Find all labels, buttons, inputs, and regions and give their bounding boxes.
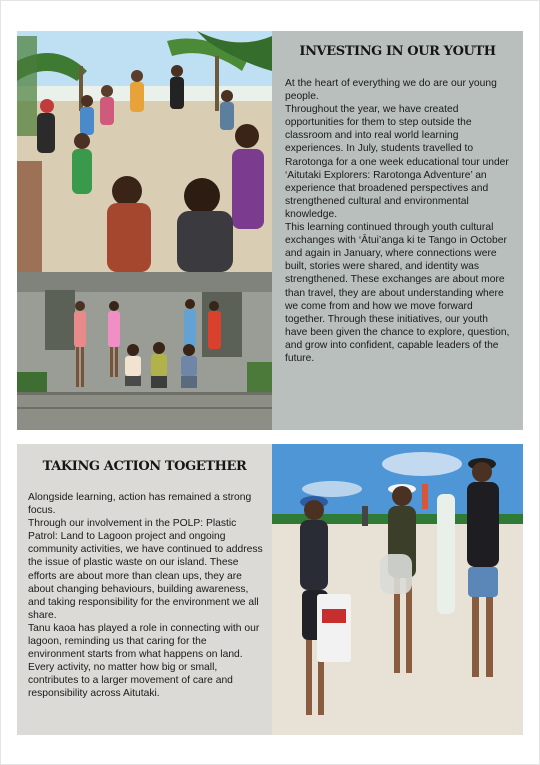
investing-youth-panel — [272, 31, 523, 430]
taking-action-heading: TAKING ACTION TOGETHER — [42, 459, 247, 474]
youth-circle-photo — [17, 31, 272, 272]
investing-youth-body — [285, 77, 513, 365]
taking-action-body — [28, 491, 263, 701]
action-paragraph: Through our involvement in the POLP: Plastic Patrol: Land to Lagoon project and ongoing community activities, we have continued to address the issue of plastic waste on our island. These efforts are about more than clean ups, they are about changing behaviours, building awareness, and taking responsibility for the environment we all share. — [28, 518, 263, 621]
youth-group-wall-photo — [17, 272, 272, 430]
youth-paragraph: Throughout the year, we have created opportunities for them to step outside the classroom and into real world learning experiences. In July, students travelled to Rarotonga for a one week educational tour under ‘Aitutaki Explorers: Rarotonga Adventure’ an experience that broadened perspectives and strengthened cultural and environmental knowledge. — [285, 104, 509, 220]
action-paragraph: Tanu kaoa has played a role in connecting with our lagoon, reminding us that caring for the environment starts from what happens on land. Every activity, no matter how big or small, contributes to a larger movement of care and responsibility across Aitutaki. — [28, 622, 260, 700]
beach-cleanup-photo — [272, 444, 523, 735]
youth-paragraph: This learning continued through youth cultural exchanges with ‘Ātui’anga ki te Tango in October and again in January, where connections were built, stories were shared, and identity was strengthened. These exchanges are about more than travel, they are about understanding where we come from and how we move forward together. Through these initiatives, our youth have been given the chance to explore, question, and grow into confident, capable leaders of the future. — [285, 222, 510, 364]
action-paragraph: Alongside learning, action has remained a strong focus. — [28, 492, 252, 517]
youth-paragraph: At the heart of everything we do are our young people. — [285, 78, 497, 103]
investing-youth-heading: INVESTING IN OUR YOUTH — [299, 44, 496, 59]
taking-action-panel — [17, 444, 272, 735]
